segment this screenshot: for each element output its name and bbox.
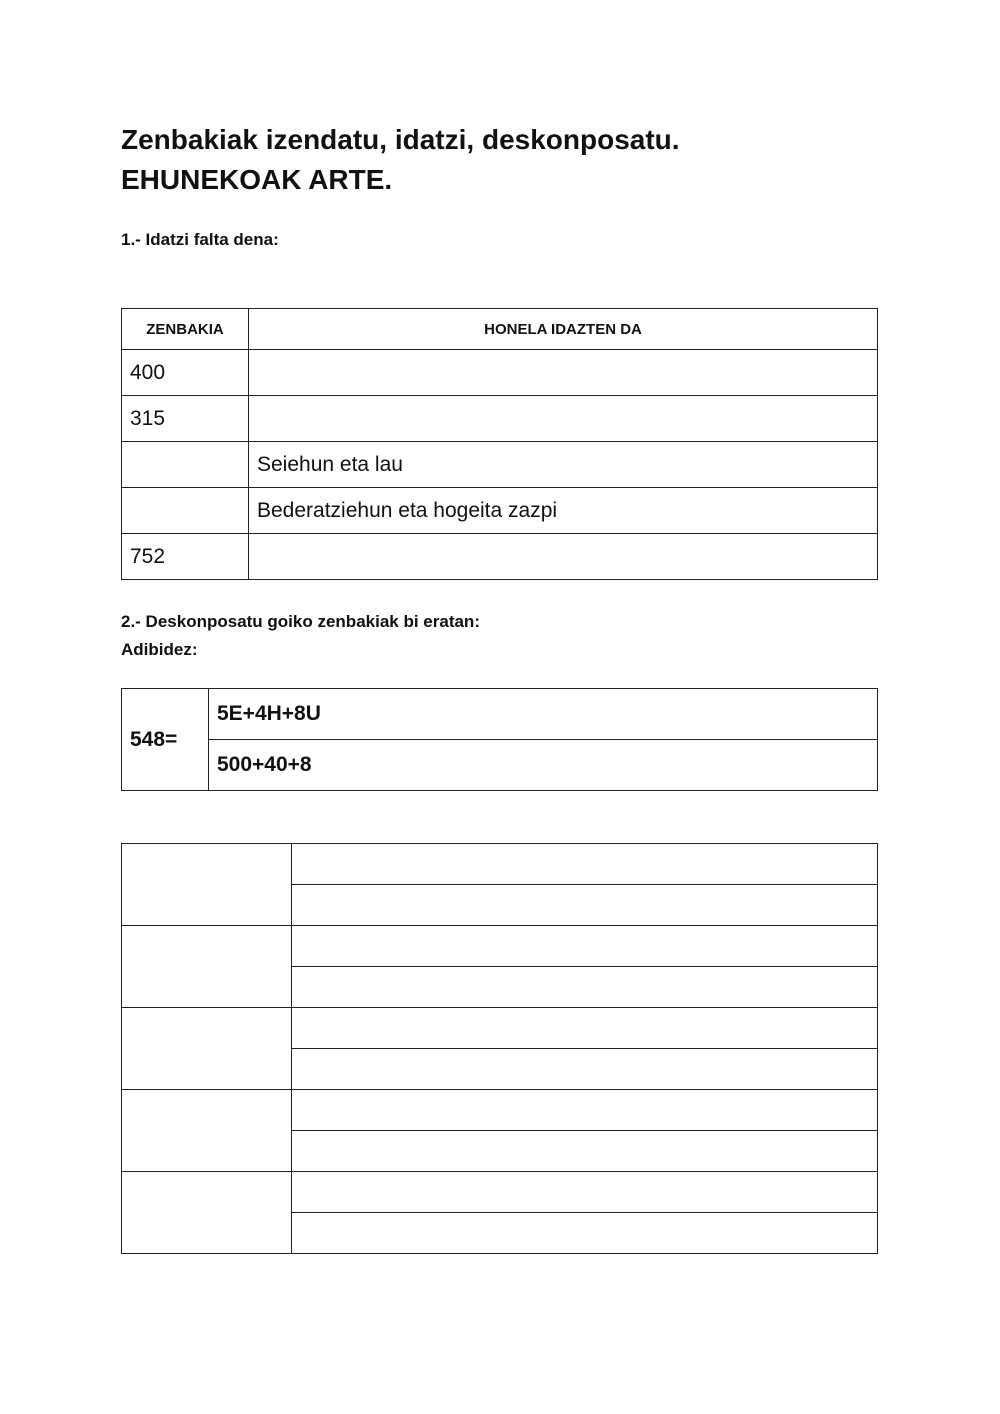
exercise-2-instruction [121,608,480,664]
answer-row [122,1008,878,1049]
answer-row [122,926,878,967]
written-cell[interactable] [249,534,878,580]
answer-row [122,844,878,885]
written-cell[interactable] [249,396,878,442]
example-form-1: 5E+4H+8U [209,689,878,740]
table-row [122,488,878,534]
exercise-1-table [121,308,878,580]
answer-form-1-cell[interactable] [292,844,878,885]
number-cell[interactable]: 752 [122,534,249,580]
number-cell[interactable] [122,442,249,488]
header-number: ZENBAKIA [122,309,249,350]
title-line-1: Zenbakiak izendatu, idatzi, deskonposatu. [121,124,680,155]
written-cell[interactable]: Seiehun eta lau [249,442,878,488]
answer-form-2-cell[interactable] [292,1131,878,1172]
answer-number-cell[interactable] [122,1172,292,1254]
written-cell[interactable] [249,350,878,396]
example-form-2: 500+40+8 [209,740,878,791]
example-row-1 [122,689,878,740]
number-cell[interactable]: 400 [122,350,249,396]
table-row [122,534,878,580]
answer-form-2-cell[interactable] [292,1213,878,1254]
page-title [121,120,680,200]
answer-number-cell[interactable] [122,926,292,1008]
number-cell[interactable]: 315 [122,396,249,442]
table-row [122,396,878,442]
answer-number-cell[interactable] [122,1090,292,1172]
answer-number-cell[interactable] [122,844,292,926]
header-written: HONELA IDAZTEN DA [249,309,878,350]
table-row [122,442,878,488]
answer-form-1-cell[interactable] [292,1090,878,1131]
example-row-2 [122,740,878,791]
exercise-1-instruction: 1.- Idatzi falta dena: [121,230,279,249]
table-row [122,350,878,396]
answer-row [122,1172,878,1213]
decomposition-answer-table [121,843,878,1254]
answer-form-2-cell[interactable] [292,885,878,926]
answer-form-1-cell[interactable] [292,1172,878,1213]
answer-form-2-cell[interactable] [292,967,878,1008]
exercise-2-text: 2.- Deskonposatu goiko zenbakiak bi eratan: [121,612,480,631]
answer-number-cell[interactable] [122,1008,292,1090]
number-cell[interactable] [122,488,249,534]
title-line-2: EHUNEKOAK ARTE. [121,164,393,195]
example-label: Adibidez: [121,640,198,659]
answer-form-1-cell[interactable] [292,1008,878,1049]
answer-form-1-cell[interactable] [292,926,878,967]
example-table [121,688,878,791]
example-number: 548= [122,689,209,791]
written-cell[interactable]: Bederatziehun eta hogeita zazpi [249,488,878,534]
answer-row [122,1090,878,1131]
table-header-row [122,309,878,350]
answer-form-2-cell[interactable] [292,1049,878,1090]
